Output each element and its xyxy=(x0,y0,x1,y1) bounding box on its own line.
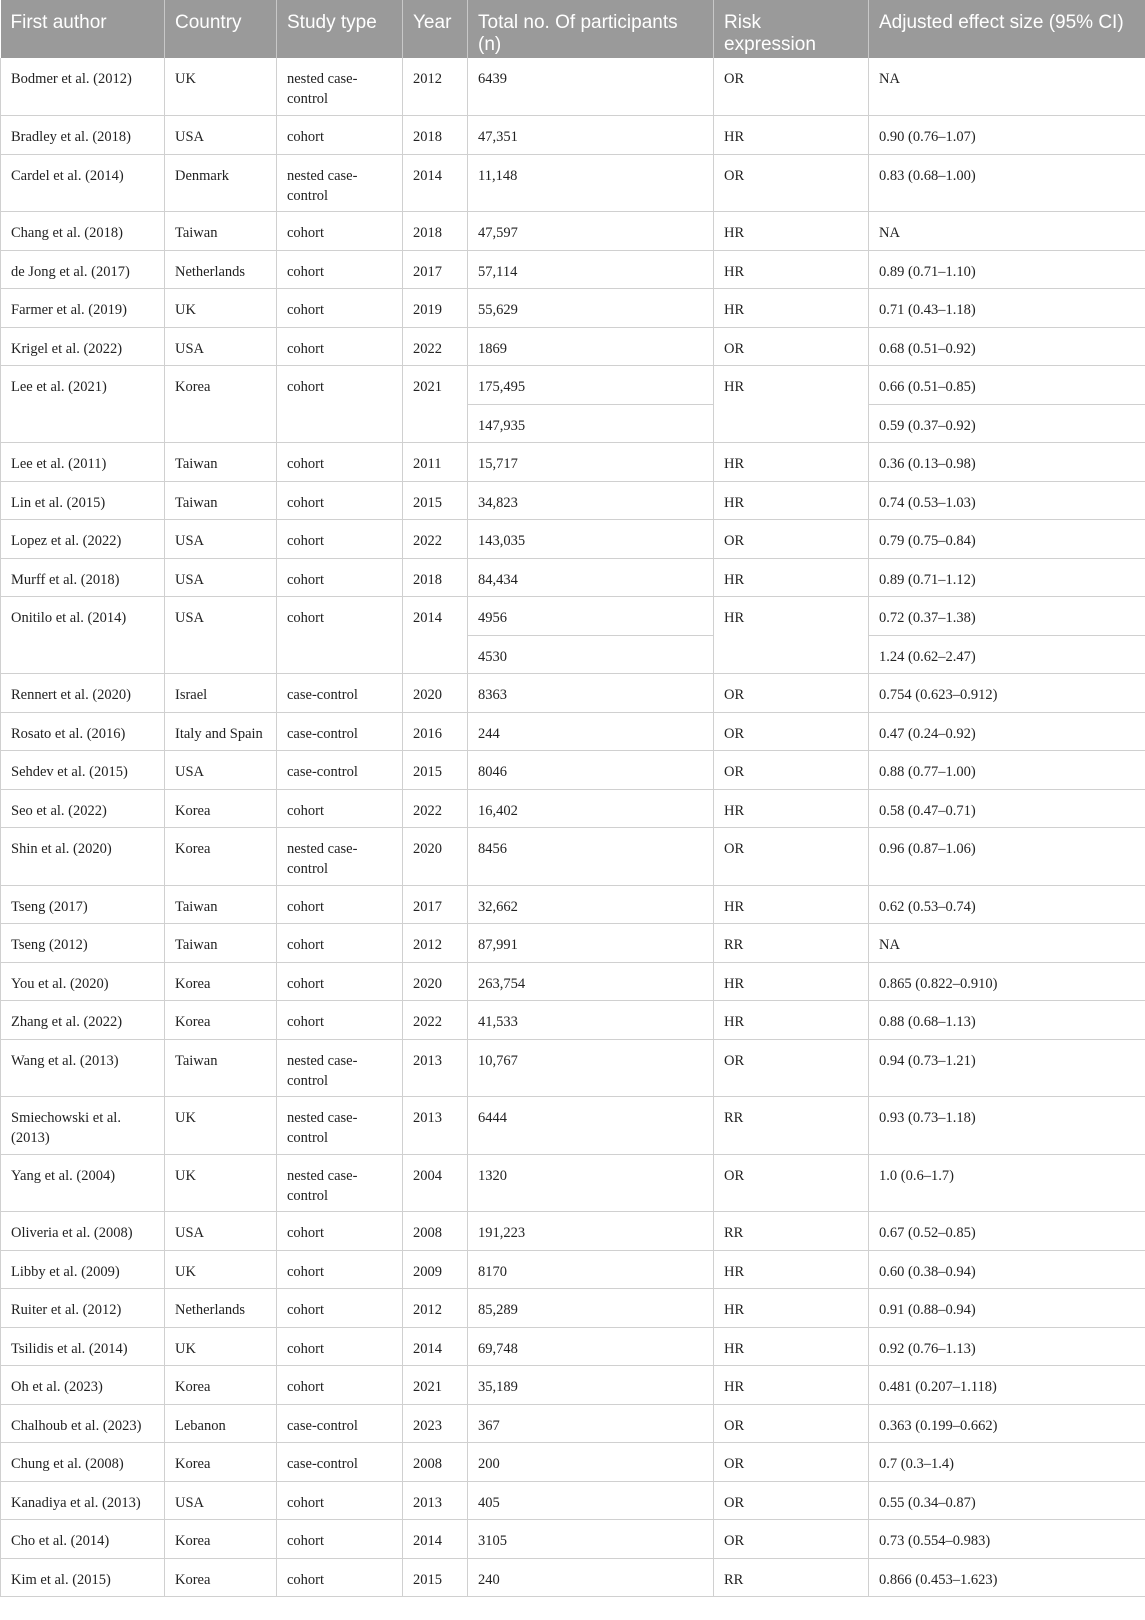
cell-risk-expression: OR xyxy=(714,1481,869,1520)
col-header-effect-size: Adjusted effect size (95% CI) xyxy=(869,0,1145,58)
cell-study-type: cohort xyxy=(277,366,403,443)
col-header-first-author: First author xyxy=(1,0,165,58)
cell-participants: 4956 xyxy=(468,597,714,636)
cell-year: 2012 xyxy=(403,1289,468,1328)
cell-country: UK xyxy=(165,1250,277,1289)
cell-effect-size: 0.74 (0.53–1.03) xyxy=(869,481,1145,520)
cell-risk-expression: OR xyxy=(714,327,869,366)
cell-first-author: You et al. (2020) xyxy=(1,962,165,1001)
cell-effect-size: 0.754 (0.623–0.912) xyxy=(869,674,1145,713)
cell-effect-size: 0.96 (0.87–1.06) xyxy=(869,828,1145,886)
table-row xyxy=(1,366,1145,405)
cell-year: 2014 xyxy=(403,1327,468,1366)
cell-participants: 8170 xyxy=(468,1250,714,1289)
cell-effect-size: 0.83 (0.68–1.00) xyxy=(869,154,1145,212)
cell-study-type: nested case-control xyxy=(277,828,403,886)
cell-risk-expression: OR xyxy=(714,520,869,559)
header-row xyxy=(1,0,1145,58)
cell-country: Lebanon xyxy=(165,1404,277,1443)
cell-study-type: cohort xyxy=(277,1327,403,1366)
cell-risk-expression: OR xyxy=(714,1404,869,1443)
table-row xyxy=(1,250,1145,289)
cell-effect-size: 0.68 (0.51–0.92) xyxy=(869,327,1145,366)
table-row xyxy=(1,1404,1145,1443)
cell-effect-size: 0.94 (0.73–1.21) xyxy=(869,1039,1145,1097)
cell-participants: 32,662 xyxy=(468,885,714,924)
cell-risk-expression: OR xyxy=(714,712,869,751)
table-row xyxy=(1,1097,1145,1155)
cell-first-author: Tseng (2017) xyxy=(1,885,165,924)
table-row xyxy=(1,558,1145,597)
cell-country: Korea xyxy=(165,1443,277,1482)
cell-study-type: cohort xyxy=(277,597,403,674)
cell-first-author: Kanadiya et al. (2013) xyxy=(1,1481,165,1520)
cell-participants: 8456 xyxy=(468,828,714,886)
cell-country: Italy and Spain xyxy=(165,712,277,751)
cell-participants: 15,717 xyxy=(468,443,714,482)
cell-participants: 85,289 xyxy=(468,1289,714,1328)
cell-country: Taiwan xyxy=(165,885,277,924)
cell-effect-size: 0.55 (0.34–0.87) xyxy=(869,1481,1145,1520)
cell-year: 2011 xyxy=(403,443,468,482)
cell-participants: 143,035 xyxy=(468,520,714,559)
cell-study-type: cohort xyxy=(277,1289,403,1328)
cell-year: 2008 xyxy=(403,1443,468,1482)
cell-first-author: Onitilo et al. (2014) xyxy=(1,597,165,674)
cell-first-author: Murff et al. (2018) xyxy=(1,558,165,597)
cell-risk-expression: RR xyxy=(714,1558,869,1597)
cell-first-author: Sehdev et al. (2015) xyxy=(1,751,165,790)
cell-country: Taiwan xyxy=(165,481,277,520)
cell-year: 2015 xyxy=(403,481,468,520)
col-header-participants: Total no. Of participants (n) xyxy=(468,0,714,58)
cell-participants: 200 xyxy=(468,1443,714,1482)
cell-participants: 55,629 xyxy=(468,289,714,328)
table-row xyxy=(1,1327,1145,1366)
cell-effect-size: 0.93 (0.73–1.18) xyxy=(869,1097,1145,1155)
cell-country: USA xyxy=(165,520,277,559)
cell-first-author: Chang et al. (2018) xyxy=(1,212,165,251)
cell-year: 2021 xyxy=(403,366,468,443)
cell-study-type: cohort xyxy=(277,1481,403,1520)
cell-effect-size: 0.62 (0.53–0.74) xyxy=(869,885,1145,924)
table-row xyxy=(1,1154,1145,1212)
cell-participants: 11,148 xyxy=(468,154,714,212)
cell-risk-expression: HR xyxy=(714,289,869,328)
cell-participants: 10,767 xyxy=(468,1039,714,1097)
cell-participants: 240 xyxy=(468,1558,714,1597)
cell-year: 2016 xyxy=(403,712,468,751)
table-row xyxy=(1,789,1145,828)
cell-risk-expression: RR xyxy=(714,1097,869,1155)
cell-participants: 41,533 xyxy=(468,1001,714,1040)
cell-year: 2021 xyxy=(403,1366,468,1405)
cell-year: 2018 xyxy=(403,212,468,251)
cell-risk-expression: OR xyxy=(714,1520,869,1559)
cell-participants: 244 xyxy=(468,712,714,751)
cell-participants: 69,748 xyxy=(468,1327,714,1366)
cell-country: Netherlands xyxy=(165,250,277,289)
cell-year: 2014 xyxy=(403,154,468,212)
cell-effect-size: 0.88 (0.68–1.13) xyxy=(869,1001,1145,1040)
cell-effect-size: 0.71 (0.43–1.18) xyxy=(869,289,1145,328)
cell-effect-size: 0.865 (0.822–0.910) xyxy=(869,962,1145,1001)
cell-country: Korea xyxy=(165,1558,277,1597)
table-row xyxy=(1,885,1145,924)
cell-study-type: case-control xyxy=(277,712,403,751)
cell-first-author: Cho et al. (2014) xyxy=(1,1520,165,1559)
cell-risk-expression: HR xyxy=(714,1366,869,1405)
cell-country: Korea xyxy=(165,828,277,886)
cell-participants: 367 xyxy=(468,1404,714,1443)
cell-first-author: Tsilidis et al. (2014) xyxy=(1,1327,165,1366)
cell-first-author: Rennert et al. (2020) xyxy=(1,674,165,713)
cell-year: 2020 xyxy=(403,828,468,886)
table-row xyxy=(1,212,1145,251)
cell-study-type: cohort xyxy=(277,1520,403,1559)
cell-first-author: Lopez et al. (2022) xyxy=(1,520,165,559)
table-row xyxy=(1,751,1145,790)
cell-effect-size: 0.79 (0.75–0.84) xyxy=(869,520,1145,559)
cell-country: USA xyxy=(165,1481,277,1520)
cell-participants: 57,114 xyxy=(468,250,714,289)
cell-country: USA xyxy=(165,327,277,366)
cell-year: 2022 xyxy=(403,520,468,559)
cell-participants: 4530 xyxy=(468,635,714,674)
cell-participants: 191,223 xyxy=(468,1212,714,1251)
table-row xyxy=(1,1481,1145,1520)
cell-study-type: cohort xyxy=(277,1366,403,1405)
cell-participants: 47,351 xyxy=(468,116,714,155)
cell-effect-size: 0.91 (0.88–0.94) xyxy=(869,1289,1145,1328)
cell-year: 2013 xyxy=(403,1097,468,1155)
table-row xyxy=(1,712,1145,751)
cell-country: Taiwan xyxy=(165,924,277,963)
cell-study-type: case-control xyxy=(277,674,403,713)
cell-country: UK xyxy=(165,58,277,116)
cell-country: UK xyxy=(165,1097,277,1155)
cell-study-type: case-control xyxy=(277,1404,403,1443)
cell-country: Taiwan xyxy=(165,1039,277,1097)
cell-participants: 16,402 xyxy=(468,789,714,828)
cell-participants: 1320 xyxy=(468,1154,714,1212)
cell-year: 2009 xyxy=(403,1250,468,1289)
cell-study-type: cohort xyxy=(277,789,403,828)
cell-risk-expression: OR xyxy=(714,58,869,116)
cell-first-author: Bradley et al. (2018) xyxy=(1,116,165,155)
cell-study-type: cohort xyxy=(277,558,403,597)
cell-first-author: Zhang et al. (2022) xyxy=(1,1001,165,1040)
cell-study-type: cohort xyxy=(277,443,403,482)
table-row xyxy=(1,327,1145,366)
cell-participants: 6444 xyxy=(468,1097,714,1155)
cell-study-type: cohort xyxy=(277,481,403,520)
cell-participants: 84,434 xyxy=(468,558,714,597)
cell-country: USA xyxy=(165,116,277,155)
cell-year: 2022 xyxy=(403,1001,468,1040)
cell-first-author: Seo et al. (2022) xyxy=(1,789,165,828)
cell-country: USA xyxy=(165,1212,277,1251)
cell-participants: 3105 xyxy=(468,1520,714,1559)
table-row xyxy=(1,1212,1145,1251)
cell-first-author: Shin et al. (2020) xyxy=(1,828,165,886)
col-header-country: Country xyxy=(165,0,277,58)
cell-risk-expression: OR xyxy=(714,1154,869,1212)
cell-year: 2004 xyxy=(403,1154,468,1212)
cell-risk-expression: HR xyxy=(714,1289,869,1328)
table-row xyxy=(1,116,1145,155)
cell-year: 2018 xyxy=(403,116,468,155)
cell-participants: 8046 xyxy=(468,751,714,790)
cell-participants: 8363 xyxy=(468,674,714,713)
cell-effect-size: 0.66 (0.51–0.85) xyxy=(869,366,1145,405)
table-row xyxy=(1,1289,1145,1328)
cell-effect-size: 1.0 (0.6–1.7) xyxy=(869,1154,1145,1212)
table-row xyxy=(1,481,1145,520)
cell-effect-size: 0.481 (0.207–1.118) xyxy=(869,1366,1145,1405)
cell-first-author: Lee et al. (2011) xyxy=(1,443,165,482)
cell-participants: 405 xyxy=(468,1481,714,1520)
cell-risk-expression: HR xyxy=(714,443,869,482)
cell-country: USA xyxy=(165,558,277,597)
table-row xyxy=(1,1558,1145,1597)
cell-participants: 35,189 xyxy=(468,1366,714,1405)
cell-effect-size: 0.72 (0.37–1.38) xyxy=(869,597,1145,636)
cell-country: USA xyxy=(165,751,277,790)
cell-effect-size: 0.866 (0.453–1.623) xyxy=(869,1558,1145,1597)
cell-effect-size: NA xyxy=(869,58,1145,116)
cell-study-type: cohort xyxy=(277,116,403,155)
table-row xyxy=(1,924,1145,963)
cell-first-author: Chalhoub et al. (2023) xyxy=(1,1404,165,1443)
cell-risk-expression: OR xyxy=(714,1039,869,1097)
cell-year: 2022 xyxy=(403,327,468,366)
table-row xyxy=(1,1366,1145,1405)
cell-country: Taiwan xyxy=(165,212,277,251)
cell-first-author: Lee et al. (2021) xyxy=(1,366,165,443)
cell-risk-expression: OR xyxy=(714,674,869,713)
cell-effect-size: 0.36 (0.13–0.98) xyxy=(869,443,1145,482)
cell-study-type: nested case-control xyxy=(277,58,403,116)
col-header-risk-expression: Risk expression xyxy=(714,0,869,58)
cell-year: 2012 xyxy=(403,58,468,116)
table-row xyxy=(1,828,1145,886)
cell-risk-expression: HR xyxy=(714,366,869,443)
cell-year: 2020 xyxy=(403,962,468,1001)
cell-effect-size: 0.89 (0.71–1.12) xyxy=(869,558,1145,597)
cell-year: 2008 xyxy=(403,1212,468,1251)
cell-first-author: Chung et al. (2008) xyxy=(1,1443,165,1482)
cell-effect-size: NA xyxy=(869,212,1145,251)
cell-risk-expression: HR xyxy=(714,597,869,674)
cell-risk-expression: HR xyxy=(714,116,869,155)
cell-country: Korea xyxy=(165,789,277,828)
cell-country: Netherlands xyxy=(165,1289,277,1328)
cell-year: 2015 xyxy=(403,751,468,790)
cell-year: 2013 xyxy=(403,1481,468,1520)
cell-first-author: Farmer et al. (2019) xyxy=(1,289,165,328)
table-row xyxy=(1,1039,1145,1097)
cell-risk-expression: HR xyxy=(714,789,869,828)
cell-risk-expression: HR xyxy=(714,1327,869,1366)
cell-risk-expression: HR xyxy=(714,481,869,520)
cell-effect-size: 0.59 (0.37–0.92) xyxy=(869,404,1145,443)
cell-study-type: case-control xyxy=(277,751,403,790)
cell-country: UK xyxy=(165,1327,277,1366)
table-row xyxy=(1,520,1145,559)
table-row xyxy=(1,1001,1145,1040)
cell-effect-size: 0.73 (0.554–0.983) xyxy=(869,1520,1145,1559)
cell-risk-expression: OR xyxy=(714,1443,869,1482)
cell-first-author: Kim et al. (2015) xyxy=(1,1558,165,1597)
cell-country: Korea xyxy=(165,366,277,443)
cell-risk-expression: HR xyxy=(714,962,869,1001)
cell-country: UK xyxy=(165,289,277,328)
cell-risk-expression: OR xyxy=(714,154,869,212)
cell-risk-expression: HR xyxy=(714,885,869,924)
cell-effect-size: 0.47 (0.24–0.92) xyxy=(869,712,1145,751)
cell-study-type: cohort xyxy=(277,1212,403,1251)
cell-risk-expression: HR xyxy=(714,212,869,251)
cell-study-type: cohort xyxy=(277,1250,403,1289)
cell-effect-size: 1.24 (0.62–2.47) xyxy=(869,635,1145,674)
cell-participants: 47,597 xyxy=(468,212,714,251)
cell-effect-size: 0.363 (0.199–0.662) xyxy=(869,1404,1145,1443)
cell-study-type: cohort xyxy=(277,520,403,559)
table-row xyxy=(1,1250,1145,1289)
cell-first-author: Lin et al. (2015) xyxy=(1,481,165,520)
cell-year: 2017 xyxy=(403,250,468,289)
cell-study-type: cohort xyxy=(277,1001,403,1040)
cell-year: 2019 xyxy=(403,289,468,328)
cell-year: 2020 xyxy=(403,674,468,713)
cell-effect-size: 0.67 (0.52–0.85) xyxy=(869,1212,1145,1251)
cell-first-author: Libby et al. (2009) xyxy=(1,1250,165,1289)
cell-study-type: cohort xyxy=(277,924,403,963)
cell-risk-expression: RR xyxy=(714,1212,869,1251)
cell-participants: 1869 xyxy=(468,327,714,366)
table-row xyxy=(1,674,1145,713)
cell-risk-expression: OR xyxy=(714,751,869,790)
cell-effect-size: 0.92 (0.76–1.13) xyxy=(869,1327,1145,1366)
cell-effect-size: 0.89 (0.71–1.10) xyxy=(869,250,1145,289)
cell-first-author: Cardel et al. (2014) xyxy=(1,154,165,212)
cell-risk-expression: HR xyxy=(714,1250,869,1289)
cell-first-author: Oh et al. (2023) xyxy=(1,1366,165,1405)
cell-year: 2014 xyxy=(403,597,468,674)
cell-participants: 87,991 xyxy=(468,924,714,963)
cell-year: 2023 xyxy=(403,1404,468,1443)
cell-study-type: cohort xyxy=(277,962,403,1001)
cell-study-type: cohort xyxy=(277,289,403,328)
cell-year: 2014 xyxy=(403,1520,468,1559)
cell-year: 2012 xyxy=(403,924,468,963)
cell-risk-expression: HR xyxy=(714,558,869,597)
cell-study-type: cohort xyxy=(277,327,403,366)
cell-participants: 147,935 xyxy=(468,404,714,443)
cell-risk-expression: RR xyxy=(714,924,869,963)
cell-country: Denmark xyxy=(165,154,277,212)
col-header-study-type: Study type xyxy=(277,0,403,58)
cell-year: 2018 xyxy=(403,558,468,597)
cell-country: Korea xyxy=(165,1001,277,1040)
cell-effect-size: 0.90 (0.76–1.07) xyxy=(869,116,1145,155)
cell-country: UK xyxy=(165,1154,277,1212)
cell-country: Taiwan xyxy=(165,443,277,482)
cell-first-author: Tseng (2012) xyxy=(1,924,165,963)
cell-year: 2015 xyxy=(403,1558,468,1597)
cell-year: 2022 xyxy=(403,789,468,828)
cell-year: 2017 xyxy=(403,885,468,924)
table-row xyxy=(1,443,1145,482)
table-row xyxy=(1,597,1145,636)
cell-study-type: nested case-control xyxy=(277,1154,403,1212)
cell-year: 2013 xyxy=(403,1039,468,1097)
table-row xyxy=(1,1443,1145,1482)
cell-first-author: Smiechowski et al. (2013) xyxy=(1,1097,165,1155)
cell-participants: 6439 xyxy=(468,58,714,116)
cell-participants: 263,754 xyxy=(468,962,714,1001)
cell-study-type: cohort xyxy=(277,250,403,289)
cell-first-author: Rosato et al. (2016) xyxy=(1,712,165,751)
cell-study-type: nested case-control xyxy=(277,154,403,212)
cell-first-author: Ruiter et al. (2012) xyxy=(1,1289,165,1328)
cell-risk-expression: HR xyxy=(714,250,869,289)
cell-study-type: cohort xyxy=(277,885,403,924)
cell-effect-size: 0.58 (0.47–0.71) xyxy=(869,789,1145,828)
table-row xyxy=(1,1520,1145,1559)
cell-country: Korea xyxy=(165,1520,277,1559)
cell-participants: 34,823 xyxy=(468,481,714,520)
table-row xyxy=(1,289,1145,328)
cell-first-author: Krigel et al. (2022) xyxy=(1,327,165,366)
cell-risk-expression: OR xyxy=(714,828,869,886)
cell-effect-size: 0.60 (0.38–0.94) xyxy=(869,1250,1145,1289)
cell-country: USA xyxy=(165,597,277,674)
cell-effect-size: NA xyxy=(869,924,1145,963)
cell-study-type: cohort xyxy=(277,212,403,251)
table-row xyxy=(1,58,1145,116)
table-row xyxy=(1,154,1145,212)
col-header-year: Year xyxy=(403,0,468,58)
cell-risk-expression: HR xyxy=(714,1001,869,1040)
cell-country: Korea xyxy=(165,962,277,1001)
cell-first-author: Oliveria et al. (2008) xyxy=(1,1212,165,1251)
cell-first-author: Bodmer et al. (2012) xyxy=(1,58,165,116)
cell-participants: 175,495 xyxy=(468,366,714,405)
cell-effect-size: 0.7 (0.3–1.4) xyxy=(869,1443,1145,1482)
cell-study-type: nested case-control xyxy=(277,1097,403,1155)
cell-study-type: case-control xyxy=(277,1443,403,1482)
cell-country: Korea xyxy=(165,1366,277,1405)
table-row xyxy=(1,962,1145,1001)
cell-study-type: nested case-control xyxy=(277,1039,403,1097)
cell-first-author: Yang et al. (2004) xyxy=(1,1154,165,1212)
cell-first-author: de Jong et al. (2017) xyxy=(1,250,165,289)
cell-first-author: Wang et al. (2013) xyxy=(1,1039,165,1097)
cell-study-type: cohort xyxy=(277,1558,403,1597)
cell-effect-size: 0.88 (0.77–1.00) xyxy=(869,751,1145,790)
cell-country: Israel xyxy=(165,674,277,713)
